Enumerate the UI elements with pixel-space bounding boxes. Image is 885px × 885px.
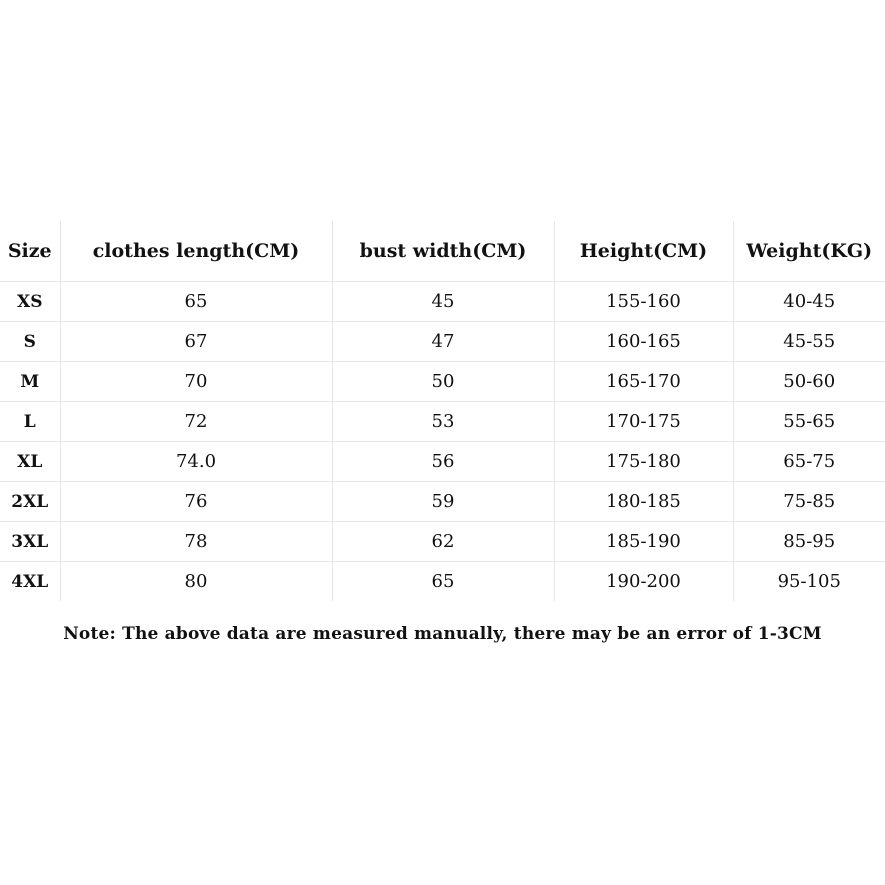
size-chart-table xyxy=(0,221,885,601)
table-row xyxy=(0,362,885,402)
clothes-length-cell: 72 xyxy=(60,402,332,442)
clothes-length-cell: 78 xyxy=(60,522,332,562)
weight-cell: 85-95 xyxy=(733,522,885,562)
size-cell: 3XL xyxy=(0,522,60,562)
bust-width-cell: 47 xyxy=(332,322,554,362)
table-row xyxy=(0,322,885,362)
bust-width-cell: 62 xyxy=(332,522,554,562)
height-cell: 155-160 xyxy=(554,282,733,322)
header-clothes-length: clothes length(CM) xyxy=(60,221,332,282)
weight-cell: 65-75 xyxy=(733,442,885,482)
clothes-length-cell: 65 xyxy=(60,282,332,322)
height-cell: 165-170 xyxy=(554,362,733,402)
height-cell: 180-185 xyxy=(554,482,733,522)
weight-cell: 75-85 xyxy=(733,482,885,522)
table-row xyxy=(0,522,885,562)
clothes-length-cell: 74.0 xyxy=(60,442,332,482)
clothes-length-cell: 67 xyxy=(60,322,332,362)
table-header-row xyxy=(0,221,885,282)
height-cell: 190-200 xyxy=(554,562,733,602)
size-cell: 2XL xyxy=(0,482,60,522)
height-cell: 185-190 xyxy=(554,522,733,562)
bust-width-cell: 45 xyxy=(332,282,554,322)
header-weight: Weight(KG) xyxy=(733,221,885,282)
clothes-length-cell: 76 xyxy=(60,482,332,522)
size-cell: 4XL xyxy=(11,571,49,592)
table-row xyxy=(0,282,885,322)
size-cell: M xyxy=(0,362,60,402)
header-bust-width: bust width(CM) xyxy=(332,221,554,282)
weight-cell: 40-45 xyxy=(733,282,885,322)
size-cell: XS xyxy=(0,282,60,322)
height-cell: 160-165 xyxy=(554,322,733,362)
measurement-note: Note: The above data are measured manually, there may be an error of 1-3CM xyxy=(63,624,822,644)
clothes-length-cell: 80 xyxy=(60,562,332,602)
weight-cell: 55-65 xyxy=(733,402,885,442)
size-cell: L xyxy=(0,402,60,442)
header-size: Size xyxy=(0,221,60,282)
bust-width-cell: 65 xyxy=(332,562,554,602)
table-row xyxy=(0,442,885,482)
size-cell: XL xyxy=(0,442,60,482)
size-cell: S xyxy=(0,322,60,362)
table-row xyxy=(0,562,885,602)
weight-cell: 45-55 xyxy=(733,322,885,362)
bust-width-cell: 59 xyxy=(332,482,554,522)
table-row xyxy=(0,402,885,442)
weight-cell: 50-60 xyxy=(733,362,885,402)
clothes-length-cell: 70 xyxy=(60,362,332,402)
header-height: Height(CM) xyxy=(554,221,733,282)
bust-width-cell: 53 xyxy=(332,402,554,442)
weight-cell: 95-105 xyxy=(733,562,885,602)
bust-width-cell: 50 xyxy=(332,362,554,402)
height-cell: 175-180 xyxy=(554,442,733,482)
table-row xyxy=(0,482,885,522)
height-cell: 170-175 xyxy=(554,402,733,442)
bust-width-cell: 56 xyxy=(332,442,554,482)
